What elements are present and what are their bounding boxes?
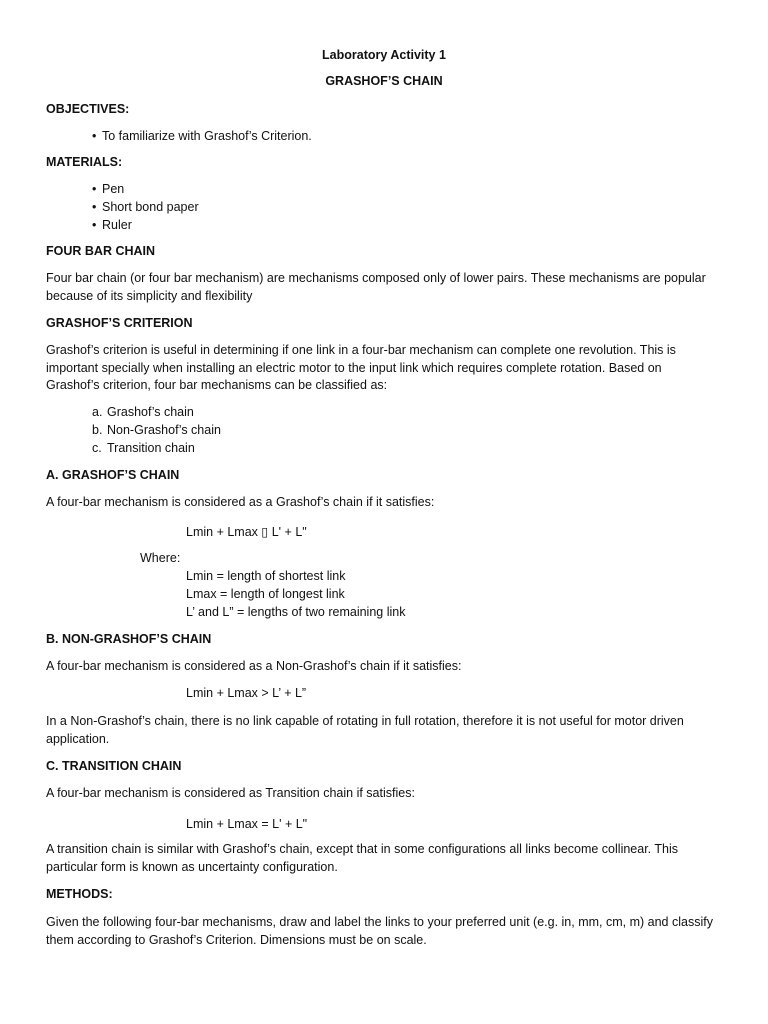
transition-formula: Lmin + Lmax = L' + L" (186, 817, 308, 831)
classification-list (92, 404, 221, 458)
where-label: Where: (140, 551, 181, 565)
section-c-heading: C. TRANSITION CHAIN (46, 759, 182, 773)
bullet-icon: • (92, 218, 97, 232)
definition-lmin: Lmin = length of shortest link (186, 569, 346, 583)
bullet-icon: • (92, 182, 97, 196)
section-b-note: In a Non-Grashof’s chain, there is no link capable of rotating in full rotation, therefore it is not useful for motor driven application. (46, 714, 684, 746)
list-item: • Ruler (92, 217, 199, 235)
bullet-icon: • (92, 129, 97, 143)
grashof-criterion-heading: GRASHOF’S CRITERION (46, 316, 193, 330)
four-bar-chain-heading: FOUR BAR CHAIN (46, 244, 156, 258)
document-subtitle: GRASHOF’S CHAIN (325, 74, 443, 88)
methods-heading: METHODS: (46, 887, 113, 901)
list-item: • Short bond paper (92, 199, 199, 217)
list-item: a. Grashof’s chain (92, 405, 194, 419)
bullet-icon: • (92, 200, 97, 214)
list-item: • To familiarize with Grashof’s Criterion. (92, 128, 312, 146)
objectives-heading: OBJECTIVES: (46, 102, 130, 116)
objectives-list (92, 128, 312, 146)
definition-remaining: L’ and L” = lengths of two remaining link (186, 605, 406, 619)
section-b-intro: A four-bar mechanism is considered as a Non-Grashof’s chain if it satisfies: (46, 659, 462, 673)
definition-lmax: Lmax = length of longest link (186, 587, 345, 601)
section-b-heading: B. NON-GRASHOF’S CHAIN (46, 632, 212, 646)
materials-list (92, 181, 199, 235)
list-item: b. Non-Grashof’s chain (92, 423, 221, 437)
non-grashof-formula: Lmin + Lmax > L’ + L” (186, 686, 307, 700)
methods-text: Given the following four-bar mechanisms, draw and label the links to your preferred unit (e.g. in, mm, cm, m) and classify them according to Grashof’s Criterion. Dimensions must be on scale. (46, 915, 713, 947)
document-title: Laboratory Activity 1 (322, 48, 446, 62)
section-c-note: A transition chain is similar with Grashof’s chain, except that in some configurations all links become collinear. This particular form is known as uncertainty configuration. (46, 842, 679, 874)
section-a-heading: A. GRASHOF’S CHAIN (46, 468, 180, 482)
grashof-formula: Lmin + Lmax ▯ L' + L" (186, 525, 307, 539)
definitions-list (186, 568, 405, 622)
grashof-criterion-text: Grashof’s criterion is useful in determining if one link in a four-bar mechanism can complete one revolution. This is important specially when installing an electric motor to the input link which requires complete rotation. Based on Grashof’s criterion, four bar mechanisms can be classified as: (46, 343, 676, 393)
section-c-intro: A four-bar mechanism is considered as Transition chain if satisfies: (46, 786, 415, 800)
materials-heading: MATERIALS: (46, 155, 123, 169)
section-a-intro: A four-bar mechanism is considered as a Grashof’s chain if it satisfies: (46, 495, 435, 509)
list-item: • Pen (92, 181, 199, 199)
four-bar-chain-text: Four bar chain (or four bar mechanism) are mechanisms composed only of lower pairs. These mechanisms are popular because of its simplicity and flexibility (46, 271, 706, 303)
list-item: c. Transition chain (92, 441, 195, 455)
